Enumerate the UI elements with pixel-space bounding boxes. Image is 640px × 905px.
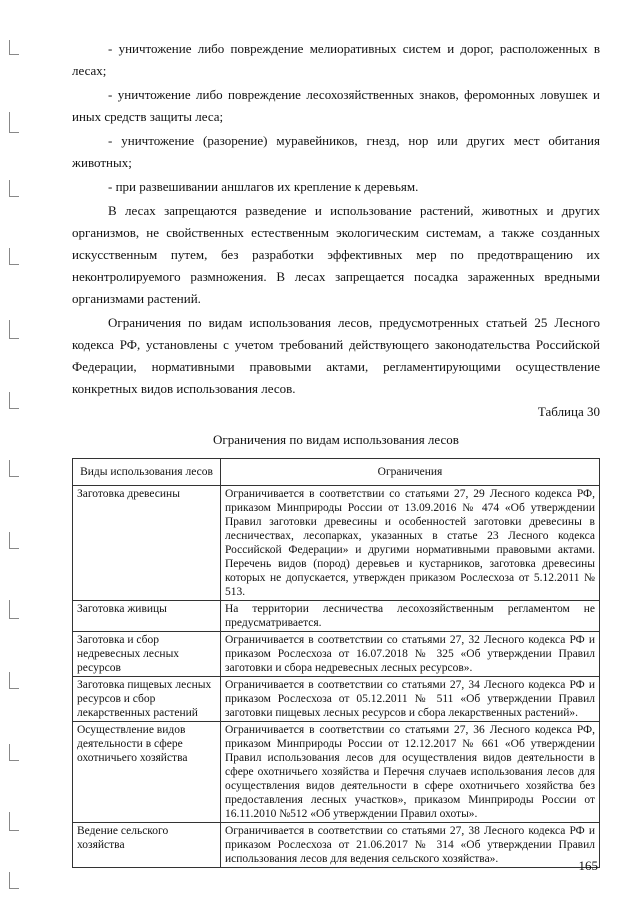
binding-marks: [0, 0, 30, 905]
column-header: Виды использования лесов: [73, 459, 221, 486]
table-caption: Ограничения по видам использования лесов: [213, 432, 459, 447]
table-number: Таблица 30: [537, 404, 600, 419]
table-row: [73, 677, 600, 722]
usage-type-cell: Заготовка живицы: [73, 601, 221, 632]
table-row: [73, 601, 600, 632]
usage-type-cell: Заготовка древесины: [73, 486, 221, 601]
usage-type-cell: Осуществление видов деятельности в сфере охотничьего хозяйства: [73, 722, 221, 823]
usage-type-cell: Ведение сельского хозяйства: [73, 823, 221, 868]
restriction-cell: Ограничивается в соответствии со статьями 27, 32 Лесного кодекса РФ и приказом Рослесхоза от 16.07.2018 № 325 «Об утверждении Правил заготовки и сбора недревесных лесных ресурсов».: [221, 632, 600, 677]
paragraph: - при развешивании аншлагов их крепление к деревьям.: [108, 179, 419, 194]
restriction-cell: Ограничивается в соответствии со статьями 27, 34 Лесного кодекса РФ и приказом Рослесхоза от 05.12.2011 № 511 «Об утверждении Правил заготовки пищевых лесных ресурсов и сбора лекарственных растений».: [221, 677, 600, 722]
document-page: [72, 38, 600, 868]
table-row: [73, 632, 600, 677]
paragraph: - уничтожение либо повреждение мелиоративных систем и дорог, расположенных в лесах;: [72, 41, 600, 78]
table-row: [73, 823, 600, 868]
restrictions-table: [72, 458, 600, 868]
table-header-row: [73, 459, 600, 486]
paragraph: - уничтожение (разорение) муравейников, гнезд, нор или других мест обитания животных;: [72, 133, 600, 170]
page-number: 165: [578, 858, 598, 873]
table-row: [73, 722, 600, 823]
restriction-cell: Ограничивается в соответствии со статьями 27, 29 Лесного кодекса РФ, приказом Минприроды России от 13.09.2016 № 474 «Об утверждении Правил заготовки древесины и особенностей заготовки древесины в лесничествах, лесопарках, указанных в статье 23 Лесного кодекса Российской Федерации» и другими нормативными правовыми актами. Перечень видов (пород) деревьев и кустарников, заготовка древесины которых не допускается, утвержден приказом Рослесхоза от 5.12.2011 № 513.: [221, 486, 600, 601]
restriction-cell: Ограничивается в соответствии со статьями 27, 36 Лесного кодекса РФ, приказом Минприроды России от 12.12.2017 № 661 «Об утверждении Правил использования лесов для осуществления видов деятельности в сфере охотничьего хозяйства и Перечня случаев использования лесов для осуществления видов деятельности в сфере охотничьего хозяйства без предоставления лесных участков», приказом Минприроды России от 16.11.2010 №512 «Об утверждении Правил охоты».: [221, 722, 600, 823]
restriction-cell: На территории лесничества лесохозяйственным регламентом не предусматривается.: [221, 601, 600, 632]
paragraph: - уничтожение либо повреждение лесохозяйственных знаков, феромонных ловушек и иных средств защиты леса;: [72, 87, 600, 124]
usage-type-cell: Заготовка и сбор недревесных лесных ресурсов: [73, 632, 221, 677]
column-header: Ограничения: [221, 459, 600, 486]
table-row: [73, 486, 600, 601]
usage-type-cell: Заготовка пищевых лесных ресурсов и сбор лекарственных растений: [73, 677, 221, 722]
paragraph: В лесах запрещаются разведение и использование растений, животных и других организмов, не свойственных естественным экологическим системам, а также созданных искусственным путем, без разработки эффективных мер по предотвращению их неконтролируемого размножения. В лесах запрещается посадка зараженных вредными организмами растений.: [72, 203, 600, 306]
paragraph: Ограничения по видам использования лесов, предусмотренных статьей 25 Лесного кодекса РФ, установлены с учетом требований действующего законодательства Российской Федерации, нормативными правовыми актами, регламентирующими осуществление конкретных видов использования лесов.: [72, 315, 600, 396]
restriction-cell: Ограничивается в соответствии со статьями 27, 38 Лесного кодекса РФ и приказом Рослесхоза от 21.06.2017 № 314 «Об утверждении Правил использования лесов для ведения сельского хозяйства».: [221, 823, 600, 868]
